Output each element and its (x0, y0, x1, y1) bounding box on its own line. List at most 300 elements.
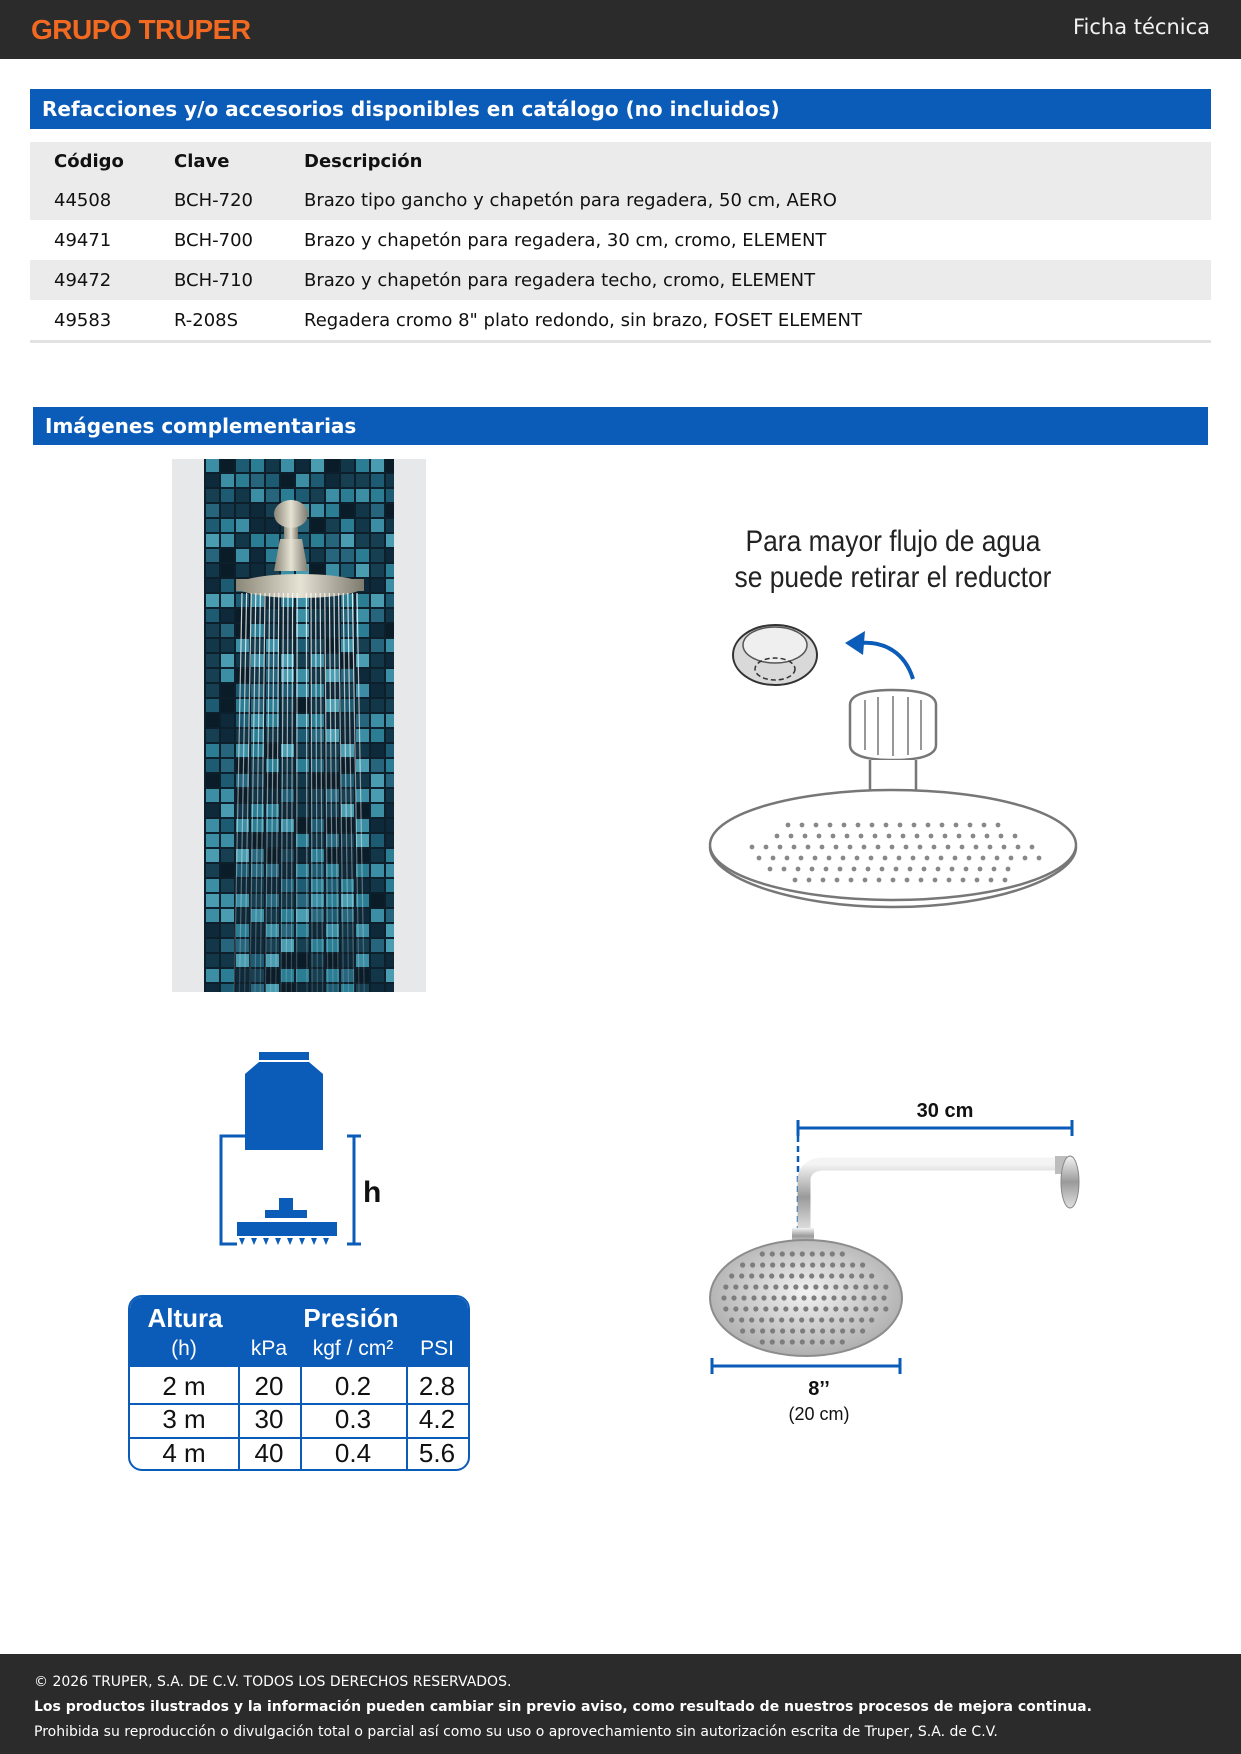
spray-hole (961, 878, 966, 883)
images-section-title: Imágenes complementarias (33, 407, 1208, 445)
nozzle (819, 1317, 824, 1322)
cell-code: 49583 (30, 300, 150, 342)
spray-hole (842, 823, 847, 828)
nozzle (869, 1273, 874, 1278)
cell-key: BCH-710 (174, 269, 253, 291)
nozzle (750, 1262, 755, 1267)
nozzle (791, 1295, 796, 1300)
spray-hole (988, 845, 993, 850)
nozzle (749, 1317, 754, 1322)
spray-hole (989, 878, 994, 883)
spray-hole (775, 834, 780, 839)
spray-hole (786, 823, 791, 828)
nozzle (760, 1251, 765, 1256)
spray-hole (845, 834, 850, 839)
brand-logo: GRUPO TRUPER (31, 14, 251, 45)
nozzle (749, 1273, 754, 1278)
spray-hole (943, 834, 948, 839)
nozzle (843, 1306, 848, 1311)
arm-length-label: 30 cm (916, 1100, 974, 1122)
cell-description: Brazo tipo gancho y chapetón para regadera, 50 cm, AERO (304, 189, 837, 211)
spray-hole (891, 878, 896, 883)
nozzle (759, 1317, 764, 1322)
water-stream (325, 593, 328, 992)
spray-hole (768, 867, 773, 872)
spray-hole (929, 834, 934, 839)
spray-hole (800, 823, 805, 828)
nozzle (813, 1284, 818, 1289)
spray-hole (827, 856, 832, 861)
spray-hole (967, 856, 972, 861)
spray-hole (813, 856, 818, 861)
spray-hole (799, 856, 804, 861)
spray-hole (877, 878, 882, 883)
nozzle (780, 1328, 785, 1333)
spray-hole (936, 867, 941, 872)
nozzle (800, 1262, 805, 1267)
cell-psi: 4.2 (418, 1404, 456, 1434)
nozzle (823, 1284, 828, 1289)
nozzle (810, 1251, 815, 1256)
spray-hole (750, 845, 755, 850)
nozzle (830, 1339, 835, 1344)
spray-hole (835, 878, 840, 883)
spray-hole (884, 823, 889, 828)
tank-cap-icon (259, 1052, 309, 1060)
nozzle (809, 1273, 814, 1278)
spray-hole (905, 878, 910, 883)
spray-hole (894, 867, 899, 872)
showerhead-line-drawing (710, 690, 1076, 907)
water-stream (265, 593, 269, 992)
nozzle (740, 1262, 745, 1267)
nozzle (743, 1306, 748, 1311)
reducer-note-line-2: se puede retirar el reductor (734, 561, 1052, 594)
cell-code: 49471 (54, 229, 112, 251)
nozzle (853, 1284, 858, 1289)
spray-hole (796, 867, 801, 872)
table-row (30, 260, 1211, 300)
spray-hole (897, 856, 902, 861)
nozzle (721, 1295, 726, 1300)
column-header-key: Clave (174, 150, 230, 172)
spray-hole (814, 823, 819, 828)
spray-hole (834, 845, 839, 850)
cell-kpa: 20 (254, 1371, 284, 1401)
nozzle (829, 1317, 834, 1322)
nozzle (863, 1306, 868, 1311)
nozzle (820, 1328, 825, 1333)
spray-hole (821, 878, 826, 883)
nozzle (733, 1284, 738, 1289)
nozzle (830, 1251, 835, 1256)
spray-hole (806, 845, 811, 850)
nozzle (839, 1317, 844, 1322)
header-presion: Presión (303, 1303, 399, 1333)
parts-table-header (30, 142, 1211, 180)
nozzle (801, 1295, 806, 1300)
spray-hole (919, 878, 924, 883)
showerhead-icon (265, 1210, 307, 1218)
spray-hole (953, 856, 958, 861)
nozzle (873, 1284, 878, 1289)
spray-hole (764, 845, 769, 850)
spray-hole (869, 856, 874, 861)
nozzle (723, 1284, 728, 1289)
nozzle (779, 1317, 784, 1322)
water-stream (311, 593, 312, 992)
nozzle (803, 1284, 808, 1289)
spray-hole (925, 856, 930, 861)
nozzle (883, 1284, 888, 1289)
spray-hole (954, 823, 959, 828)
water-stream (320, 593, 322, 992)
nozzle (731, 1295, 736, 1300)
nozzle (833, 1284, 838, 1289)
spray-hole (848, 845, 853, 850)
column-header-code: Código (54, 150, 124, 172)
spray-hole (995, 856, 1000, 861)
cell-psi: 2.8 (418, 1371, 456, 1401)
nozzle (831, 1295, 836, 1300)
nozzle (729, 1317, 734, 1322)
nozzle (800, 1251, 805, 1256)
spray-hole (960, 845, 965, 850)
cell-description: Regadera cromo 8" plato redondo, sin brazo, FOSET ELEMENT (280, 300, 1211, 342)
spray-hole (971, 834, 976, 839)
spray-hole (838, 867, 843, 872)
nozzle (781, 1295, 786, 1300)
height-label: h (363, 1176, 382, 1209)
cell-altura: 4 m (162, 1438, 206, 1468)
spray-hole (876, 845, 881, 850)
spray-hole (831, 834, 836, 839)
nozzle (739, 1273, 744, 1278)
column-header-description: Descripción (304, 150, 423, 172)
subheader-kgf: kgf / cm² (312, 1337, 394, 1360)
header-altura: Altura (147, 1303, 223, 1333)
nozzle (873, 1306, 878, 1311)
spray-hole (999, 834, 1004, 839)
spray-hole (933, 878, 938, 883)
spray-hole (803, 834, 808, 839)
spray-hole (1037, 856, 1042, 861)
nozzle (750, 1328, 755, 1333)
header-bar (0, 0, 1241, 59)
table-row (30, 220, 1211, 260)
nozzle (851, 1295, 856, 1300)
reducer-note (662, 524, 1125, 596)
spray-hole (782, 867, 787, 872)
cell-psi: 5.6 (418, 1438, 456, 1468)
spray-hole (824, 867, 829, 872)
spray-hole (866, 867, 871, 872)
nozzle (849, 1317, 854, 1322)
nozzle (763, 1284, 768, 1289)
nozzle (820, 1339, 825, 1344)
spray-hole (757, 856, 762, 861)
arrow-head-icon (845, 631, 865, 655)
water-stream (260, 593, 265, 992)
water-tank-icon (245, 1062, 323, 1150)
nozzle (779, 1273, 784, 1278)
spray-hole (898, 823, 903, 828)
table-row (30, 180, 1211, 220)
water-stream (316, 593, 318, 992)
nozzle (840, 1262, 845, 1267)
cell-code: 49472 (54, 269, 112, 291)
nozzle (789, 1273, 794, 1278)
spray-hole (1030, 845, 1035, 850)
spray-hole (940, 823, 945, 828)
spray-hole (947, 878, 952, 883)
nozzle (763, 1306, 768, 1311)
nozzle (820, 1262, 825, 1267)
water-drops-icon (239, 1238, 329, 1245)
spray-hole (828, 823, 833, 828)
cell-kpa: 40 (254, 1438, 284, 1468)
cell-key: BCH-720 (174, 189, 253, 211)
cell-kgf: 0.2 (334, 1371, 372, 1401)
spray-hole (975, 878, 980, 883)
spray-hole (922, 867, 927, 872)
spray-hole (939, 856, 944, 861)
nozzle (860, 1328, 865, 1333)
water-stream (276, 593, 279, 992)
nozzle (843, 1284, 848, 1289)
spray-hole (1009, 856, 1014, 861)
water-stream (255, 593, 260, 992)
cell-kgf: 0.4 (334, 1438, 372, 1468)
escutcheon-icon (1061, 1156, 1079, 1208)
nozzle (780, 1339, 785, 1344)
nozzle (770, 1328, 775, 1333)
head-diameter-cm-label: (20 cm) (788, 1404, 850, 1424)
product-photo (172, 459, 426, 992)
spray-hole (883, 856, 888, 861)
nozzle (850, 1262, 855, 1267)
footer (0, 1654, 1241, 1754)
nozzle (773, 1284, 778, 1289)
nozzle (790, 1328, 795, 1333)
nozzle (810, 1328, 815, 1333)
nozzle (810, 1262, 815, 1267)
nozzle (861, 1295, 866, 1300)
spray-hole (859, 834, 864, 839)
document-type: Ficha técnica (1072, 15, 1210, 39)
nozzle (840, 1251, 845, 1256)
pressure-table (128, 1295, 470, 1471)
spray-hole (855, 856, 860, 861)
nozzle (860, 1262, 865, 1267)
parts-section-title: Refacciones y/o accesorios disponibles en catálogo (no incluidos) (30, 89, 1211, 129)
spray-hole (950, 867, 955, 872)
spray-hole (918, 845, 923, 850)
nozzle (790, 1251, 795, 1256)
spray-hole (807, 878, 812, 883)
nozzle (780, 1262, 785, 1267)
water-stream (339, 593, 344, 992)
showerhead-stem-icon (279, 1198, 293, 1212)
dimensions-diagram (700, 1090, 1090, 1430)
arrow-icon (860, 643, 913, 679)
nozzle (869, 1317, 874, 1322)
nozzle (790, 1262, 795, 1267)
spray-hole (856, 823, 861, 828)
cell-kpa: 30 (254, 1404, 284, 1434)
cell-code: 44508 (54, 189, 112, 211)
cell-altura: 3 m (162, 1404, 206, 1434)
nozzle (820, 1251, 825, 1256)
nozzle (859, 1317, 864, 1322)
nozzle (759, 1273, 764, 1278)
height-dimension-line (347, 1136, 361, 1244)
nozzle (813, 1306, 818, 1311)
nozzle (723, 1306, 728, 1311)
spray-hole (873, 834, 878, 839)
spray-hole (996, 823, 1001, 828)
nozzle (840, 1328, 845, 1333)
nozzle (853, 1306, 858, 1311)
nozzle (740, 1328, 745, 1333)
subheader-psi: PSI (420, 1337, 454, 1360)
subheader-h: (h) (171, 1337, 197, 1360)
spray-hole (810, 867, 815, 872)
spray-hole (978, 867, 983, 872)
spray-hole (771, 856, 776, 861)
nozzle (871, 1295, 876, 1300)
nozzle (811, 1295, 816, 1300)
nozzle (841, 1295, 846, 1300)
arm-dimension-line (798, 1120, 1072, 1136)
water-stream (271, 593, 275, 992)
water-stream (291, 593, 292, 992)
spray-hole (880, 867, 885, 872)
nozzle (793, 1306, 798, 1311)
water-stream (329, 593, 333, 992)
copyright-text: © 2026 TRUPER, S.A. DE C.V. TODOS LOS DERECHOS RESERVADOS. (34, 1674, 512, 1690)
nozzle (830, 1262, 835, 1267)
nozzle (840, 1339, 845, 1344)
nozzle (849, 1273, 854, 1278)
nozzle (743, 1284, 748, 1289)
spray-hole (792, 845, 797, 850)
spray-hole (817, 834, 822, 839)
reducer-diagram (700, 615, 1090, 935)
nozzle (783, 1306, 788, 1311)
head-dimension-line (712, 1358, 900, 1374)
water-stream (297, 593, 298, 992)
cell-kgf: 0.3 (334, 1404, 372, 1434)
nozzle (863, 1284, 868, 1289)
nozzle (821, 1295, 826, 1300)
spray-hole (982, 823, 987, 828)
nozzle (799, 1317, 804, 1322)
nozzle (839, 1273, 844, 1278)
cell-description: Brazo y chapetón para regadera techo, cromo, ELEMENT (304, 269, 816, 291)
spray-hole (890, 845, 895, 850)
nozzle (770, 1251, 775, 1256)
spray-hole (974, 845, 979, 850)
spray-hole (981, 856, 986, 861)
nozzle (741, 1295, 746, 1300)
cell-altura: 2 m (162, 1371, 206, 1401)
table-row (30, 300, 1211, 342)
spray-hole (946, 845, 951, 850)
nozzle (780, 1251, 785, 1256)
nozzle (790, 1339, 795, 1344)
spray-hole (926, 823, 931, 828)
spray-hole (1023, 856, 1028, 861)
nozzle (850, 1328, 855, 1333)
water-stream (334, 593, 338, 992)
nozzle (771, 1295, 776, 1300)
nozzle (800, 1339, 805, 1344)
parts-table (30, 142, 1211, 343)
spray-hole (912, 823, 917, 828)
water-stream (281, 593, 283, 992)
spray-hole (908, 867, 913, 872)
cell-key: R-208S (150, 300, 280, 342)
nozzle (823, 1306, 828, 1311)
spray-hole (785, 856, 790, 861)
nozzle (739, 1317, 744, 1322)
nozzle (830, 1328, 835, 1333)
nozzle (761, 1295, 766, 1300)
spray-hole (915, 834, 920, 839)
head-diameter-label: 8’’ (808, 1378, 830, 1400)
nozzle (833, 1306, 838, 1311)
spray-hole (863, 878, 868, 883)
nozzle (769, 1317, 774, 1322)
spray-hole (932, 845, 937, 850)
nozzle (729, 1273, 734, 1278)
nozzle (829, 1273, 834, 1278)
nozzle (773, 1306, 778, 1311)
spray-hole (852, 867, 857, 872)
nozzle (799, 1273, 804, 1278)
nozzle (803, 1306, 808, 1311)
spray-hole (1016, 845, 1021, 850)
nozzle (753, 1306, 758, 1311)
nozzle (881, 1295, 886, 1300)
nozzle (783, 1284, 788, 1289)
spray-hole (901, 834, 906, 839)
nozzle (789, 1317, 794, 1322)
nozzle (883, 1306, 888, 1311)
reducer-note-line-1: Para mayor flujo de agua (745, 525, 1041, 558)
spray-hole (911, 856, 916, 861)
water-stream (286, 593, 288, 992)
reducer-icon (733, 625, 817, 685)
notice-text: Los productos ilustrados y la información pueden cambiar sin previo aviso, como resultado de nuestros procesos de mejora continua. (34, 1699, 1092, 1715)
nozzle (760, 1328, 765, 1333)
nozzle (770, 1339, 775, 1344)
nozzle (810, 1339, 815, 1344)
water-stream (343, 593, 348, 992)
spray-hole (1002, 845, 1007, 850)
nozzle (733, 1306, 738, 1311)
cell-description: Brazo y chapetón para regadera, 30 cm, cromo, ELEMENT (304, 229, 827, 251)
spray-hole (992, 867, 997, 872)
nozzle (793, 1284, 798, 1289)
spray-hole (862, 845, 867, 850)
prohibition-text: Prohibida su reproducción o divulgación total o parcial así como su uso o aprovechamiento sin autorización escrita de Truper, S.A. de C.V. (34, 1724, 998, 1740)
nozzle (751, 1295, 756, 1300)
nozzle (753, 1284, 758, 1289)
nozzle (760, 1262, 765, 1267)
height-diagram (215, 1050, 385, 1250)
